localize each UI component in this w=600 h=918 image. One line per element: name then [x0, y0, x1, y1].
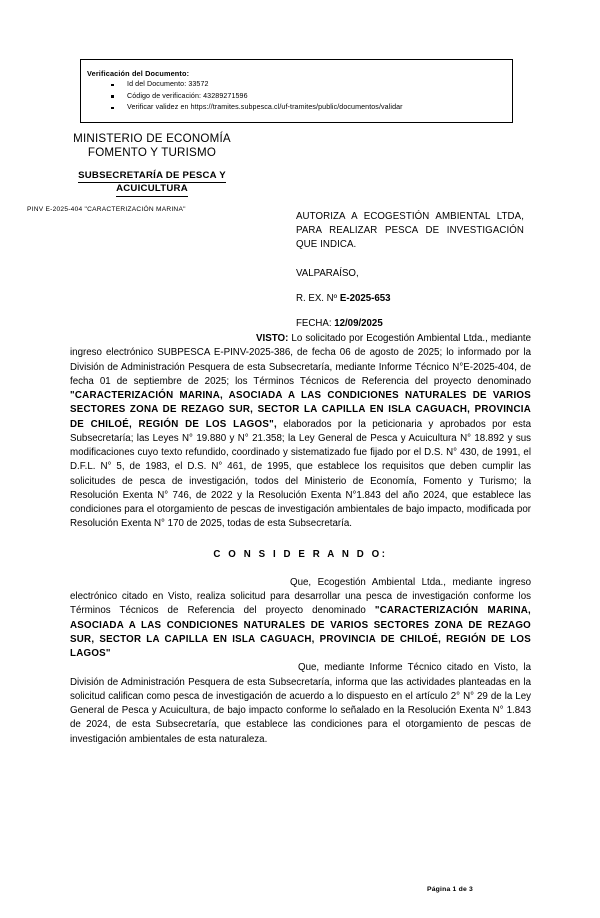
subsecretaria-line-2-wrap [26, 183, 278, 196]
considerando-2-text: Que, mediante Informe Técnico citado en Visto, la División de Administración Pesquera de esta Subsecretaría, informa que las actividades planteadas en la solicitud califican como pesca de investigación de acuerdo a lo dispuesto en el artículo 2° N° 29 de la Ley General de Pesca y Acuicultura, de bajo impacto conforme lo señalado en la Resolución Exenta N° 1.843 de 2024, de esta Subsecretaría, que establece las condiciones para el otorgamiento de pescas de investigación ambientales de esta naturaleza. [70, 662, 531, 745]
visto-project-title: "CARACTERIZACIÓN MARINA, ASOCIADA A LAS CONDICIONES NATURALES DE VARIOS SECTORES ZONA DE REZAGO SUR, SECTOR LA CAPILLA EN ISLA CAGUACH, PROVINCIA DE CHILOÉ, REGIÓN DE LOS LAGOS", [70, 390, 531, 430]
considerando-1-text: Que, Ecogestión Ambiental Ltda., mediante ingreso electrónico citado en Visto, realiza solicitud para desarrollar una pesca de investigación conforme los Términos Técnicos de Referencia del proyecto denominado [70, 576, 531, 617]
visto-text-part-1: Lo solicitado por Ecogestión Ambiental Ltda., mediante ingreso electrónico SUBPESCA E-PINV-2025-386, de fecha 06 de agosto de 2025; lo informado por la División de Administración Pesquera de esta Subsecretaría, mediante Informe Técnico N°E-2025-404, de fecha 01 de septiembre de 2025; los Términos Técnicos de Referencia del proyecto denominado [70, 333, 531, 387]
subsecretaria-name [26, 170, 278, 197]
date-label: FECHA: [296, 317, 335, 329]
page-footer [0, 886, 600, 893]
subsecretaria-line-1-wrap [26, 170, 278, 183]
paragraph-considerando-2 [70, 661, 531, 747]
verification-title: Verificación del Documento: [87, 69, 190, 78]
verification-item-url: Verificar validez en https://tramites.subpesca.cl/uf-tramites/public/documentos/validar [81, 102, 512, 114]
document-subject: AUTORIZA A ECOGESTIÓN AMBIENTAL LTDA, PARA REALIZAR PESCA DE INVESTIGACIÓN QUE INDICA. [296, 211, 524, 251]
resolution-number: E-2025-653 [339, 292, 391, 304]
verification-list [81, 79, 512, 114]
date-value: 12/09/2025 [334, 317, 383, 329]
ministry-name [26, 132, 278, 161]
ministry-line-1: MINISTERIO DE ECONOMÍA [73, 132, 231, 145]
subsecretaria-line-1: SUBSECRETARÍA DE PESCA Y [78, 170, 226, 183]
considerando-1-project-title: "CARACTERIZACIÓN MARINA, ASOCIADA A LAS CONDICIONES NATURALES DE VARIOS SECTORES ZONA DE REZAGO SUR, SECTOR LA CAPILLA EN ISLA CAGUACH, PROVINCIA DE CHILOÉ, REGIÓN DE LOS LAGOS" [70, 605, 531, 659]
verification-item-document-id: Id del Documento: 33572 [81, 79, 512, 91]
project-reference-code: PINV E-2025-404 "CARACTERIZACIÓN MARINA" [27, 205, 186, 213]
ministry-line-2: FOMENTO Y TURISMO [87, 146, 217, 160]
letterhead [26, 132, 278, 213]
resolution-label: R. EX. Nº [296, 292, 340, 304]
verification-box [80, 59, 513, 123]
subsecretaria-line-2: ACUICULTURA [116, 183, 188, 196]
document-metadata [296, 210, 524, 330]
resolution-number-line [296, 292, 524, 305]
page-number-label: Página 1 de 3 [426, 886, 474, 893]
visto-label: VISTO: [256, 333, 289, 344]
document-body [70, 332, 531, 747]
paragraph-visto [70, 332, 531, 532]
visto-text-part-2: elaborados por la peticionaria y aprobados por esta Subsecretaría; las Leyes N° 19.880 y N° 21.358; la Ley General de Pesca y Acuicultura N° 18.892 y sus modificaciones cuyo texto refundido, coordinado y sistematizado fue fijado por el D.S. N° 430, de 1991, el D.F.L. N° 5, de 1983, el D.S. N° 461, de 1995, que establece los requisitos que deben cumplir las solicitudes de pesca de investigación, todos del Ministerio de Economía, Fomento y Turismo; la Resolución Exenta N° 746, de 2022 y la Resolución Exenta N°1.843 del año 2024, que establece las condiciones para el otorgamiento de pescas de investigación ambientales de bajo impacto, modificada por Resolución Exenta N° 170 de 2025, todas de esta Subsecretaría. [70, 418, 531, 530]
heading-considerando: C O N S I D E R A N D O: [213, 548, 388, 560]
verification-item-code: Código de verificación: 43289271596 [81, 91, 512, 103]
document-place: VALPARAÍSO, [296, 267, 359, 279]
paragraph-considerando-1 [70, 576, 531, 662]
document-date-line [296, 317, 524, 330]
